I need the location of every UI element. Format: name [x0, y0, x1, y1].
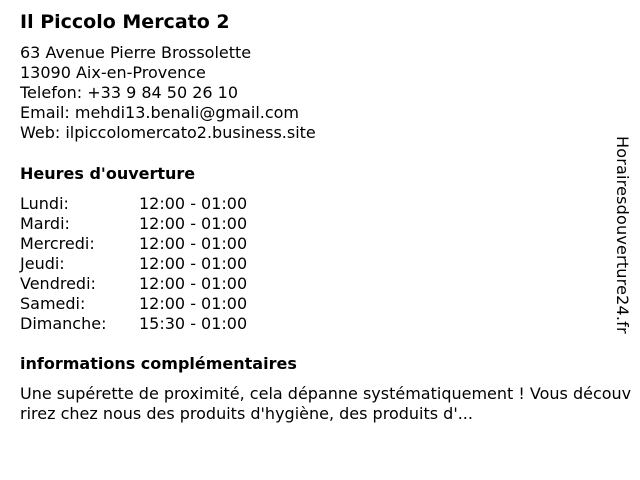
opening-hours-table [20, 194, 247, 334]
time-range: 12:00 - 01:00 [139, 214, 248, 233]
contact-block [20, 43, 316, 143]
day-label: Lundi: [20, 194, 69, 213]
phone-number[interactable]: Telefon: +33 9 84 50 26 10 [20, 83, 239, 102]
business-description: Une supérette de proximité, cela dépanne systématiquement ! Vous découvrirez chez nous des produits d'hygiène, des produits d'... [20, 384, 632, 423]
time-range: 12:00 - 01:00 [139, 294, 248, 313]
address-city: 13090 Aix-en-Provence [20, 63, 206, 82]
address-street: 63 Avenue Pierre Brossolette [20, 43, 252, 62]
time-range: 12:00 - 01:00 [139, 194, 248, 213]
business-name: Il Piccolo Mercato 2 [20, 11, 230, 33]
hours-heading: Heures d'ouverture [20, 164, 196, 183]
hours-row-saturday [20, 294, 247, 314]
site-watermark: Horairesdouverture24.fr [613, 136, 632, 334]
hours-row-wednesday [20, 234, 247, 254]
time-range: 12:00 - 01:00 [139, 254, 248, 273]
day-label: Jeudi: [20, 254, 65, 273]
hours-row-tuesday [20, 214, 247, 234]
website-link[interactable]: Web: ilpiccolomercato2.business.site [20, 123, 316, 142]
hours-row-monday [20, 194, 247, 214]
day-label: Samedi: [20, 294, 86, 313]
day-label: Mercredi: [20, 234, 95, 253]
day-label: Mardi: [20, 214, 70, 233]
time-range: 12:00 - 01:00 [139, 234, 248, 253]
time-range: 15:30 - 01:00 [139, 314, 248, 333]
day-label: Vendredi: [20, 274, 96, 293]
day-label: Dimanche: [20, 314, 107, 333]
hours-row-sunday [20, 314, 247, 334]
hours-row-friday [20, 274, 247, 294]
info-heading: informations complémentaires [20, 354, 297, 373]
email-address[interactable]: Email: mehdi13.benali@gmail.com [20, 103, 300, 122]
time-range: 12:00 - 01:00 [139, 274, 248, 293]
hours-row-thursday [20, 254, 247, 274]
